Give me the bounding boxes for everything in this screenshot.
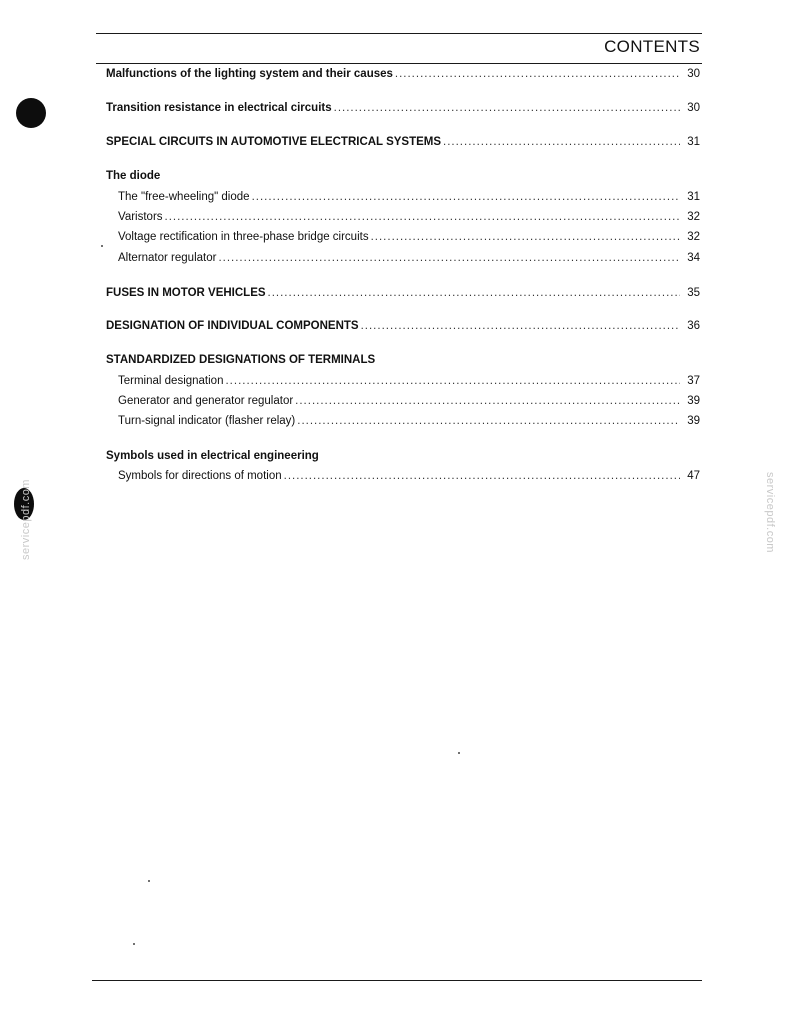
toc-entry-designation-components[interactable]	[106, 318, 700, 334]
watermark-left: servicepdf.com	[20, 479, 32, 560]
scan-speck	[133, 943, 135, 945]
footer-rule	[92, 980, 702, 981]
dot-leader	[225, 373, 680, 389]
toc-entry-page: 32	[687, 211, 700, 223]
toc-entry-label: Transition resistance in electrical circuits	[106, 102, 332, 114]
toc-entry-page: 39	[687, 395, 700, 407]
toc-entry-label: The "free-wheeling" diode	[118, 191, 250, 203]
dot-leader	[395, 66, 680, 82]
dot-leader	[295, 393, 680, 409]
toc-entry-label: Generator and generator regulator	[118, 395, 294, 407]
toc-heading-standardized-terminals[interactable]: STANDARDIZED DESIGNATIONS OF TERMINALS	[106, 354, 376, 366]
toc-entry-terminal-designation[interactable]	[118, 373, 700, 389]
toc-entry-turn-signal[interactable]	[118, 413, 700, 429]
scan-speck	[458, 752, 460, 754]
toc-entry-label: Voltage rectification in three-phase bridge circuits	[118, 231, 369, 243]
toc-entry-label: Varistors	[118, 211, 163, 223]
toc-entry-page: 39	[687, 415, 700, 427]
toc-entry-label: Symbols for directions of motion	[118, 470, 282, 482]
toc-entry-symbols-motion[interactable]	[118, 468, 700, 484]
dot-leader	[218, 250, 680, 266]
dot-leader	[165, 209, 680, 225]
toc-heading-symbols[interactable]: Symbols used in electrical engineering	[106, 450, 319, 462]
dot-leader	[361, 318, 680, 334]
toc-entry-page: 36	[687, 320, 700, 332]
toc-entry-label: Alternator regulator	[118, 252, 217, 264]
toc-entry-label: SPECIAL CIRCUITS IN AUTOMOTIVE ELECTRICAL SYSTEMS	[106, 136, 442, 148]
toc-entry-page: 31	[687, 191, 700, 203]
toc-entry-label: Malfunctions of the lighting system and their causes	[106, 68, 393, 80]
toc-entry-page: 30	[687, 102, 700, 114]
toc-entry-label: FUSES IN MOTOR VEHICLES	[106, 287, 266, 299]
toc-entry-fuses[interactable]	[106, 285, 700, 301]
dot-leader	[252, 189, 680, 205]
toc-entry-free-wheeling-diode[interactable]	[118, 189, 700, 205]
dot-leader	[371, 229, 680, 245]
dot-leader	[443, 134, 680, 150]
dot-leader	[297, 413, 680, 429]
dot-leader	[268, 285, 680, 301]
toc-entry-lighting-malfunctions[interactable]	[106, 66, 700, 82]
toc-entry-page: 31	[687, 136, 700, 148]
toc-entry-alternator-regulator[interactable]	[118, 250, 700, 266]
toc-entry-label: Turn-signal indicator (flasher relay)	[118, 415, 296, 427]
toc-entry-page: 32	[687, 231, 700, 243]
header-rule-top	[96, 33, 702, 34]
toc-entry-label: DESIGNATION OF INDIVIDUAL COMPONENTS	[106, 320, 359, 332]
toc-entry-transition-resistance[interactable]	[106, 100, 700, 116]
dot-leader	[334, 100, 680, 116]
toc-heading-the-diode[interactable]: The diode	[106, 170, 161, 182]
toc-entry-page: 30	[687, 68, 700, 80]
header-rule-bottom	[96, 63, 702, 64]
toc-entry-generator-regulator[interactable]	[118, 393, 700, 409]
toc-entry-page: 35	[687, 287, 700, 299]
dot-leader	[284, 468, 680, 484]
watermark-right: servicepdf.com	[764, 472, 776, 553]
binder-punch-hole-top	[16, 98, 46, 128]
toc-entry-page: 34	[687, 252, 700, 264]
toc-entry-page: 47	[687, 470, 700, 482]
scan-speck	[148, 880, 150, 882]
toc-entry-special-circuits[interactable]	[106, 134, 700, 150]
scan-speck	[101, 245, 103, 247]
toc-entry-page: 37	[687, 375, 700, 387]
toc-entry-label: Terminal designation	[118, 375, 224, 387]
toc-entry-voltage-rectification[interactable]	[118, 229, 700, 245]
toc-entry-varistors[interactable]	[118, 209, 700, 225]
page-title: CONTENTS	[604, 37, 700, 56]
